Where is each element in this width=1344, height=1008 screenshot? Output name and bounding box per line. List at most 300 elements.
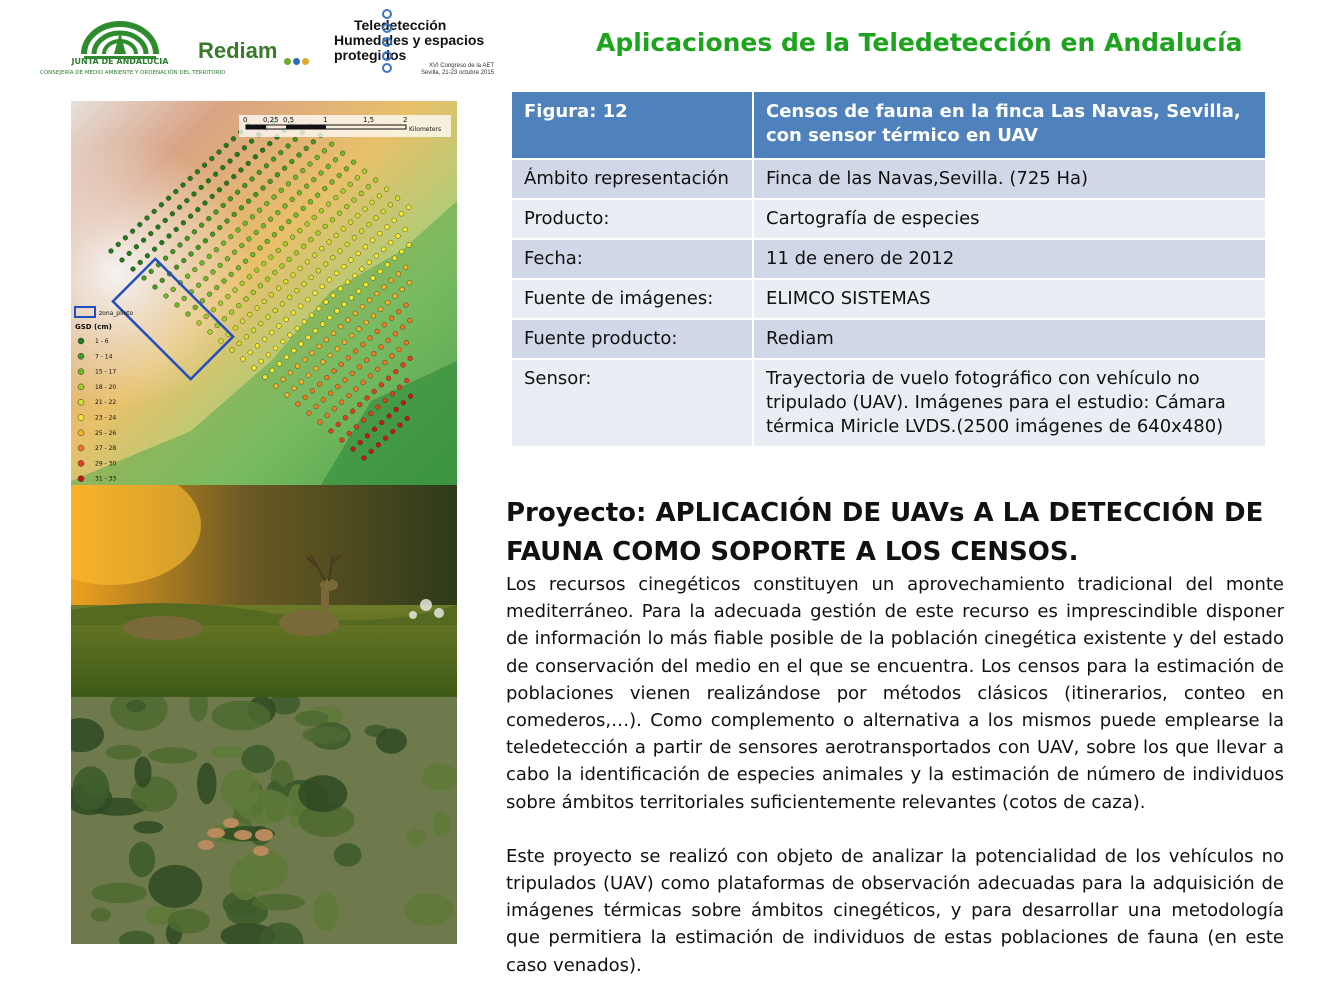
track-point [242, 145, 247, 150]
track-point [233, 288, 238, 293]
track-point [184, 198, 189, 203]
track-point [313, 291, 318, 296]
track-point [272, 270, 277, 275]
track-point [225, 219, 230, 224]
track-point [373, 178, 378, 183]
track-point [225, 256, 230, 261]
track-point [248, 350, 253, 355]
track-point [331, 293, 336, 298]
track-point [207, 254, 212, 259]
table-row [512, 359, 1265, 447]
track-point [393, 369, 398, 374]
track-point [403, 265, 408, 270]
row-value: Finca de las Navas,Sevilla. (725 Ha) [753, 159, 1265, 199]
track-point [400, 287, 405, 292]
track-point [398, 423, 403, 428]
track-point [328, 353, 333, 358]
track-point [350, 409, 355, 414]
track-point [382, 285, 387, 290]
track-point [341, 189, 346, 194]
track-point [145, 253, 150, 258]
track-point [407, 280, 412, 285]
track-point [235, 190, 240, 195]
track-point [395, 196, 400, 201]
shrub [212, 701, 271, 731]
track-point [340, 438, 345, 443]
track-point [405, 416, 410, 421]
track-point [389, 278, 394, 283]
track-point [177, 205, 182, 210]
track-point [328, 391, 333, 396]
shrub [197, 763, 217, 805]
track-point [131, 267, 136, 272]
track-point [218, 263, 223, 268]
track-point [153, 285, 158, 290]
track-point [163, 218, 168, 223]
track-point [251, 328, 256, 333]
track-point [228, 196, 233, 201]
track-point [399, 211, 404, 216]
track-point [354, 387, 359, 392]
track-point [352, 235, 357, 240]
track-point [397, 385, 402, 390]
scale-tick-label: 1 [323, 116, 328, 124]
track-point [316, 306, 321, 311]
track-point [399, 249, 404, 254]
track-point [329, 429, 334, 434]
track-point [396, 271, 401, 276]
track-point [322, 186, 327, 191]
track-point [293, 137, 298, 142]
track-point [322, 148, 327, 153]
shrub [252, 894, 305, 911]
track-point [341, 226, 346, 231]
shrub [91, 908, 111, 922]
track-point [292, 386, 297, 391]
track-point [343, 415, 348, 420]
track-point [381, 247, 386, 252]
track-point [264, 163, 269, 168]
track-point [181, 258, 186, 263]
track-point [304, 184, 309, 189]
track-point [217, 150, 222, 155]
track-point [303, 395, 308, 400]
track-point [323, 224, 328, 229]
track-point [316, 231, 321, 236]
track-point [396, 309, 401, 314]
track-point [294, 288, 299, 293]
track-point [343, 378, 348, 383]
track-point [372, 389, 377, 394]
track-point [291, 348, 296, 353]
track-point [378, 307, 383, 312]
track-point [283, 204, 288, 209]
track-point [281, 377, 286, 382]
track-point [346, 393, 351, 398]
track-point [338, 249, 343, 254]
track-point [302, 357, 307, 362]
shrub [298, 775, 347, 812]
track-point [388, 202, 393, 207]
track-point [241, 357, 246, 362]
track-point [335, 346, 340, 351]
track-point [224, 143, 229, 148]
track-point [231, 174, 236, 179]
legend-label: 29 - 30 [95, 460, 117, 468]
track-point [299, 379, 304, 384]
track-point [369, 449, 374, 454]
track-point [271, 157, 276, 162]
track-point [308, 237, 313, 242]
slide-title: Aplicaciones de la Teledetección en Andalucía [596, 28, 1243, 57]
track-point [330, 255, 335, 260]
track-point [366, 184, 371, 189]
track-point [344, 166, 349, 171]
track-point [309, 275, 314, 280]
track-point [357, 402, 362, 407]
track-point [386, 376, 391, 381]
track-point [210, 232, 215, 237]
track-point [138, 260, 143, 265]
track-point [211, 270, 216, 275]
track-point [130, 229, 135, 234]
track-point [332, 369, 337, 374]
track-point [301, 244, 306, 249]
track-point [351, 447, 356, 452]
row-label: Ámbito representación [512, 159, 753, 199]
figure-metadata-table [512, 90, 1265, 448]
legend-swatch [78, 338, 84, 344]
track-point [345, 280, 350, 285]
track-point [298, 266, 303, 271]
track-point [371, 313, 376, 318]
track-point [364, 358, 369, 363]
track-point [220, 165, 225, 170]
track-point [166, 196, 171, 201]
legend-label: 25 - 26 [95, 429, 117, 437]
track-point [251, 290, 256, 295]
track-point [370, 200, 375, 205]
track-point [209, 156, 214, 161]
project-paragraph-1: Los recursos cinegéticos constituyen un aprovechamiento tradicional del monte mediterráneo. Para la adecuada gestión de este recurso es imprescindible disponer de información lo más fiable posible de la población cinegética existente y del estado de conservación del medio en el que se encuentra. Los censos para la estimación de poblaciones vienen realizándose por métodos clásicos (itinerarios, conteo en comederos,…). Como complemento o alternativa a los mismos puede emplearse la teledetección a partir de sensores aerotransportados con UAV, sobre los que llevar a cabo la identificación de especies animales y la estimación de número de individuos sobre ámbitos territoriales suficientemente relevantes (cotos de caza). [506, 574, 1284, 813]
track-point [152, 209, 157, 214]
track-point [247, 237, 252, 242]
track-point [236, 303, 241, 308]
track-point [178, 243, 183, 248]
track-point [239, 205, 244, 210]
track-point [277, 324, 282, 329]
track-point [230, 348, 235, 353]
track-point [275, 210, 280, 215]
legend-swatch [78, 460, 84, 466]
track-point [305, 259, 310, 264]
track-point [323, 262, 328, 267]
track-point [283, 279, 288, 284]
shrub [433, 812, 451, 836]
track-point [377, 193, 382, 198]
track-point [247, 312, 252, 317]
track-point [290, 197, 295, 202]
track-point [311, 177, 316, 182]
scale-unit: Kilometers [409, 126, 442, 133]
track-point [370, 238, 375, 243]
track-point [320, 322, 325, 327]
legend-swatch [78, 415, 84, 421]
track-point [170, 249, 175, 254]
track-point [262, 337, 267, 342]
track-point [188, 176, 193, 181]
track-point [200, 298, 205, 303]
track-point [294, 250, 299, 255]
track-point [296, 402, 301, 407]
track-point [214, 247, 219, 252]
track-point [349, 333, 354, 338]
track-point [304, 146, 309, 151]
track-point [356, 251, 361, 256]
track-point [277, 361, 282, 366]
scale-tick-label: 2 [403, 116, 408, 124]
track-point [213, 172, 218, 177]
track-point [267, 141, 272, 146]
track-point [222, 279, 227, 284]
track-point [273, 308, 278, 313]
legend-label: 7 - 14 [95, 353, 113, 361]
track-point [254, 230, 259, 235]
track-point [379, 345, 384, 350]
track-point [185, 274, 190, 279]
track-point [160, 278, 165, 283]
track-point [282, 166, 287, 171]
track-point [363, 244, 368, 249]
track-point [261, 261, 266, 266]
track-point [383, 398, 388, 403]
track-point [293, 175, 298, 180]
track-point [203, 238, 208, 243]
track-point [383, 436, 388, 441]
track-point [231, 136, 236, 141]
track-point [339, 400, 344, 405]
track-point [181, 183, 186, 188]
track-point [244, 297, 249, 302]
congreso-logo [334, 18, 509, 77]
row-value: ELIMCO SISTEMAS [753, 279, 1265, 319]
track-point [236, 265, 241, 270]
track-point [401, 363, 406, 368]
track-point [284, 355, 289, 360]
track-point [350, 371, 355, 376]
track-point [334, 233, 339, 238]
track-point [404, 303, 409, 308]
track-point [141, 238, 146, 243]
track-point [324, 300, 329, 305]
track-point [358, 440, 363, 445]
track-point [357, 364, 362, 369]
track-point [189, 252, 194, 257]
track-point [387, 414, 392, 419]
track-point [265, 239, 270, 244]
track-point [188, 214, 193, 219]
track-point [159, 202, 164, 207]
track-point [348, 220, 353, 225]
track-point [326, 202, 331, 207]
track-point [364, 320, 369, 325]
track-point [225, 294, 230, 299]
track-point [214, 285, 219, 290]
track-point [266, 352, 271, 357]
track-point [347, 431, 352, 436]
track-point [309, 313, 314, 318]
track-point [295, 364, 300, 369]
track-point [174, 265, 179, 270]
track-point [346, 318, 351, 323]
track-point [228, 159, 233, 164]
track-point [134, 244, 139, 249]
row-label: Producto: [512, 199, 753, 239]
track-point [197, 321, 202, 326]
track-point [362, 169, 367, 174]
track-point [276, 286, 281, 291]
track-point [317, 382, 322, 387]
track-point [149, 269, 154, 274]
track-point [307, 411, 312, 416]
track-point [290, 235, 295, 240]
track-point [319, 171, 324, 176]
track-point [316, 268, 321, 273]
project-heading: Proyecto: APLICACIÓN DE UAVs A LA DETECCIÓN DE FAUNA COMO SOPORTE A LOS CENSOS. [506, 498, 1264, 567]
track-point [286, 181, 291, 186]
track-point [211, 307, 216, 312]
track-point [354, 424, 359, 429]
track-point [342, 302, 347, 307]
track-point [312, 215, 317, 220]
legend-swatch [78, 399, 84, 405]
track-point [253, 154, 258, 159]
track-point [247, 274, 252, 279]
track-point [287, 295, 292, 300]
track-point [385, 225, 390, 230]
track-point [219, 339, 224, 344]
shrub [302, 726, 348, 743]
track-point [335, 384, 340, 389]
track-point [385, 262, 390, 267]
track-point [142, 276, 147, 281]
track-point [355, 175, 360, 180]
scale-tick-label: 0 [243, 116, 248, 124]
track-point [259, 359, 264, 364]
track-point [239, 243, 244, 248]
track-point [367, 298, 372, 303]
track-point [365, 396, 370, 401]
track-point [265, 277, 270, 282]
track-point [341, 264, 346, 269]
track-point [287, 257, 292, 262]
track-point [360, 342, 365, 347]
track-point [385, 300, 390, 305]
legend-swatch [78, 476, 84, 482]
track-point [401, 400, 406, 405]
track-point [332, 406, 337, 411]
track-point [273, 346, 278, 351]
track-point [371, 351, 376, 356]
track-point [324, 337, 329, 342]
track-point [291, 310, 296, 315]
track-point [299, 342, 304, 347]
track-point [319, 208, 324, 213]
track-point [242, 183, 247, 188]
track-point [319, 246, 324, 251]
track-point [308, 199, 313, 204]
track-point [363, 207, 368, 212]
track-point [250, 252, 255, 257]
track-point [199, 223, 204, 228]
track-point [374, 253, 379, 258]
track-point [382, 360, 387, 365]
track-point [240, 281, 245, 286]
track-point [222, 316, 227, 321]
track-point [217, 225, 222, 230]
congreso-line-4: XVI Congreso de la AET [428, 63, 494, 69]
legend-zone-label: zona_piloto [99, 310, 134, 317]
track-point [127, 251, 132, 256]
track-point [406, 205, 411, 210]
figure-number: Figura: 12 [512, 91, 753, 159]
track-point [195, 207, 200, 212]
track-point [313, 366, 318, 371]
legend-label: 27 - 28 [95, 445, 117, 453]
track-point [396, 234, 401, 239]
track-point [318, 420, 323, 425]
track-point [258, 321, 263, 326]
track-point [361, 418, 366, 423]
track-point [376, 442, 381, 447]
table-row [512, 279, 1265, 319]
track-point [378, 269, 383, 274]
track-point [159, 240, 164, 245]
shrub [134, 756, 151, 787]
track-point [200, 261, 205, 266]
track-point [379, 420, 384, 425]
track-point [208, 330, 213, 335]
shrub [295, 711, 329, 726]
junta-subtitle: CONSEJERÍA DE MEDIO AMBIENTE Y ORDENACIÓN DEL TERRITORIO [40, 70, 226, 76]
track-point [363, 282, 368, 287]
track-point [181, 220, 186, 225]
track-point [327, 277, 332, 282]
table-header-row [512, 91, 1265, 159]
shrub [404, 893, 453, 925]
track-point [244, 334, 249, 339]
track-point [408, 356, 413, 361]
track-point [246, 199, 251, 204]
track-point [116, 242, 121, 247]
track-point [361, 380, 366, 385]
track-point [374, 216, 379, 221]
track-point [353, 311, 358, 316]
track-point [345, 242, 350, 247]
track-point [335, 309, 340, 314]
track-point [286, 219, 291, 224]
track-point [390, 354, 395, 359]
track-point [253, 192, 258, 197]
track-point [206, 178, 211, 183]
track-point [228, 234, 233, 239]
track-point [269, 255, 274, 260]
track-point [351, 160, 356, 165]
track-point [254, 268, 259, 273]
track-point [274, 384, 279, 389]
track-point [403, 227, 408, 232]
track-point [333, 157, 338, 162]
